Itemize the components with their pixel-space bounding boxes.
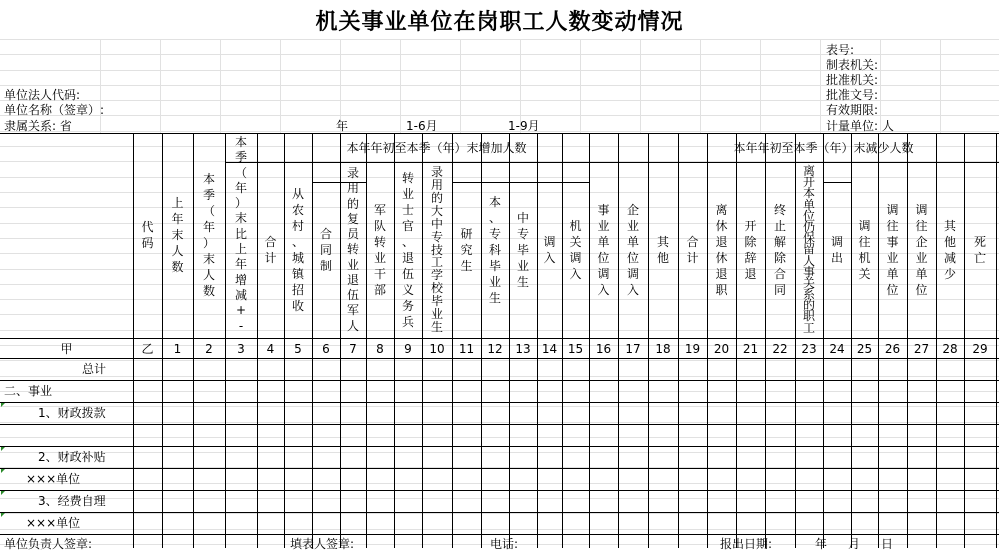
column-header-21: 开 除 辞 退 <box>744 219 757 281</box>
gridline-v <box>460 39 461 133</box>
header-bottom-border <box>0 338 999 339</box>
gridline-v <box>280 39 281 133</box>
column-header-9: 转 业 士 官 、 退 伍 义 务 兵 <box>401 171 414 329</box>
column-code-乙: 乙 <box>141 342 154 356</box>
group-increase-underline <box>226 162 649 163</box>
meta-approver: 批准机关: <box>826 73 879 87</box>
column-header-11: 研 究 生 <box>460 227 473 273</box>
gridline-v <box>760 39 761 133</box>
column-code-2: 2 <box>205 342 213 356</box>
column-header-25: 调 往 机 关 <box>858 219 871 281</box>
column-code-23: 23 <box>801 342 817 356</box>
gridline-v <box>700 39 701 133</box>
cell-indicator-icon <box>1 513 5 517</box>
column-code-14: 14 <box>541 342 558 356</box>
row-border <box>0 534 999 535</box>
footer-month: 月 <box>848 537 861 551</box>
column-code-8: 8 <box>376 342 384 356</box>
row-label: 2、财政补贴 <box>38 450 106 464</box>
meta-approval-no: 批准文号: <box>826 88 879 102</box>
column-code-9: 9 <box>404 342 412 356</box>
meta-legal-code: 单位法人代码: <box>4 88 81 102</box>
meta-valid-period: 有效期限: <box>826 103 879 117</box>
meta-form-no: 表号: <box>826 43 855 57</box>
row-border <box>0 446 999 447</box>
column-code-13: 13 <box>515 342 531 356</box>
row-label: ×××单位 <box>26 472 81 486</box>
column-border <box>996 133 997 548</box>
gridline-h <box>0 513 999 514</box>
gridline-v <box>820 39 821 133</box>
column-header-19: 合 计 <box>686 235 699 265</box>
gridline-h <box>0 529 999 530</box>
footer-filler-sign: 填表人签章: <box>290 537 355 551</box>
footer-year: 年 <box>815 537 828 551</box>
column-header-10: 录 用 的 大 中 专 技 工 学 校 毕 业 生 <box>430 165 443 335</box>
column-header-17: 企 业 单 位 调 入 <box>626 203 639 297</box>
footer-report-date: 报出日期: <box>720 537 773 551</box>
column-code-18: 18 <box>655 342 671 356</box>
row-border <box>0 424 999 425</box>
gridline-h <box>0 391 999 392</box>
column-header-乙: 代 码 <box>141 219 154 250</box>
period-1-6: 1-6月 <box>406 119 438 133</box>
code-row-border <box>0 358 999 359</box>
column-code-3: 3 <box>237 342 245 356</box>
column-header-12: 本 、 专 科 毕 业 生 <box>488 195 501 305</box>
column-header-7: 录 用 的 复 员 转 业 退 伍 军 人 <box>346 166 359 333</box>
period-year: 年 <box>336 119 349 133</box>
column-code-24: 24 <box>829 342 845 356</box>
column-header-2: 本 季 （ 年 ） 末 人 数 <box>202 171 215 298</box>
gridline-v <box>400 39 401 133</box>
gridline-h <box>0 406 999 407</box>
gridline-v <box>940 39 941 133</box>
cell-indicator-icon <box>1 447 5 451</box>
page-title: 机关事业单位在岗职工人数变动情况 <box>315 10 684 35</box>
footer-leader-sign: 单位负责人签章: <box>4 537 93 551</box>
gridline-v <box>220 39 221 133</box>
column-code-19: 19 <box>684 342 701 356</box>
group-header-decrease: 本年年初至本季（年）末减少人数 <box>733 141 914 155</box>
column-header-8: 军 队 转 业 干 部 <box>373 203 386 297</box>
row-border <box>0 490 999 491</box>
gridline-v <box>160 39 161 133</box>
gridline-h <box>0 376 999 377</box>
column-code-29: 29 <box>972 342 988 356</box>
row-label: 1、财政拨款 <box>38 406 106 420</box>
gridline-v <box>640 39 641 133</box>
meta-affiliation: 隶属关系: 省 <box>4 119 72 133</box>
footer-phone: 电话: <box>490 537 519 551</box>
column-header-22: 终 止 解 除 合 同 <box>773 203 786 297</box>
row-border <box>0 402 999 403</box>
period-1-9: 1-9月 <box>508 119 540 133</box>
group-decrease-underline <box>649 162 999 163</box>
column-code-7: 7 <box>349 342 357 356</box>
meta-unit: 计量单位: 人 <box>826 119 894 133</box>
row-border <box>0 512 999 513</box>
column-header-16: 事 业 单 位 调 入 <box>597 203 610 297</box>
column-code-26: 26 <box>884 342 901 356</box>
gridline-h <box>0 422 999 423</box>
group-header-increase: 本年年初至本季（年）末增加人数 <box>346 141 527 155</box>
footer-day: 日 <box>881 537 894 551</box>
meta-unit-name: 单位名称（签章）: <box>4 103 105 117</box>
column-header-27: 调 往 企 业 单 位 <box>915 203 928 297</box>
column-header-4: 合 计 <box>264 235 277 265</box>
row-label: ×××单位 <box>26 516 81 530</box>
column-code-10: 10 <box>429 342 445 356</box>
column-header-13: 中 专 毕 业 生 <box>516 211 529 289</box>
column-header-6: 合 同 制 <box>319 227 332 273</box>
column-header-18: 其 他 <box>656 235 669 265</box>
column-header-15: 机 关 调 入 <box>569 219 582 281</box>
column-code-4: 4 <box>266 342 275 356</box>
row-label: 3、经费自理 <box>38 494 106 508</box>
column-code-22: 22 <box>772 342 788 356</box>
column-header-28: 其 他 减 少 <box>943 219 956 281</box>
column-code-5: 5 <box>294 342 302 356</box>
column-code-1: 1 <box>173 342 182 356</box>
gridline-v <box>580 39 581 133</box>
column-code-20: 20 <box>713 342 730 356</box>
column-header-29: 死 亡 <box>973 235 986 265</box>
row-border <box>0 468 999 469</box>
row-border <box>0 380 999 381</box>
row-label: 二、事业 <box>4 384 53 398</box>
column-header-5: 从 农 村 、 城 镇 招 收 <box>291 187 304 313</box>
column-header-1: 上 年 末 人 数 <box>171 195 184 274</box>
cell-indicator-icon <box>1 469 5 473</box>
column-code-15: 15 <box>567 342 584 356</box>
row-label: 总计 <box>82 362 107 376</box>
table-top-border <box>0 133 999 134</box>
column-code-28: 28 <box>942 342 958 356</box>
gridline-h <box>0 437 999 438</box>
gridline-v <box>100 39 101 133</box>
cell-indicator-icon <box>1 491 5 495</box>
gridline-h <box>0 452 999 453</box>
column-header-14: 调 入 <box>543 235 556 265</box>
column-code-27: 27 <box>913 342 930 356</box>
column-code-17: 17 <box>625 342 641 356</box>
column-code-6: 6 <box>322 342 330 356</box>
column-header-23: 离 开 本 单 位 仍 保 留 人 事 关 系 的 职 工 <box>802 164 815 335</box>
column-code-11: 11 <box>458 342 475 356</box>
row-head-code: 甲 <box>60 342 73 356</box>
column-code-25: 25 <box>856 342 873 356</box>
column-code-21: 21 <box>742 342 759 356</box>
column-header-20: 离 休 退 休 退 职 <box>715 203 728 297</box>
column-header-3: 本 季 （ 年 ） 末 比 上 年 增 减 + - <box>234 135 247 333</box>
column-header-26: 调 往 事 业 单 位 <box>886 203 899 297</box>
gridline-h <box>0 483 999 484</box>
meta-issuer: 制表机关: <box>826 58 879 72</box>
column-code-12: 12 <box>487 342 503 356</box>
gridline-h <box>0 360 999 361</box>
gridline-h <box>0 498 999 499</box>
cell-indicator-icon <box>1 403 5 407</box>
column-code-16: 16 <box>595 342 612 356</box>
column-header-24: 调 出 <box>830 235 843 265</box>
gridline-h <box>0 39 999 40</box>
